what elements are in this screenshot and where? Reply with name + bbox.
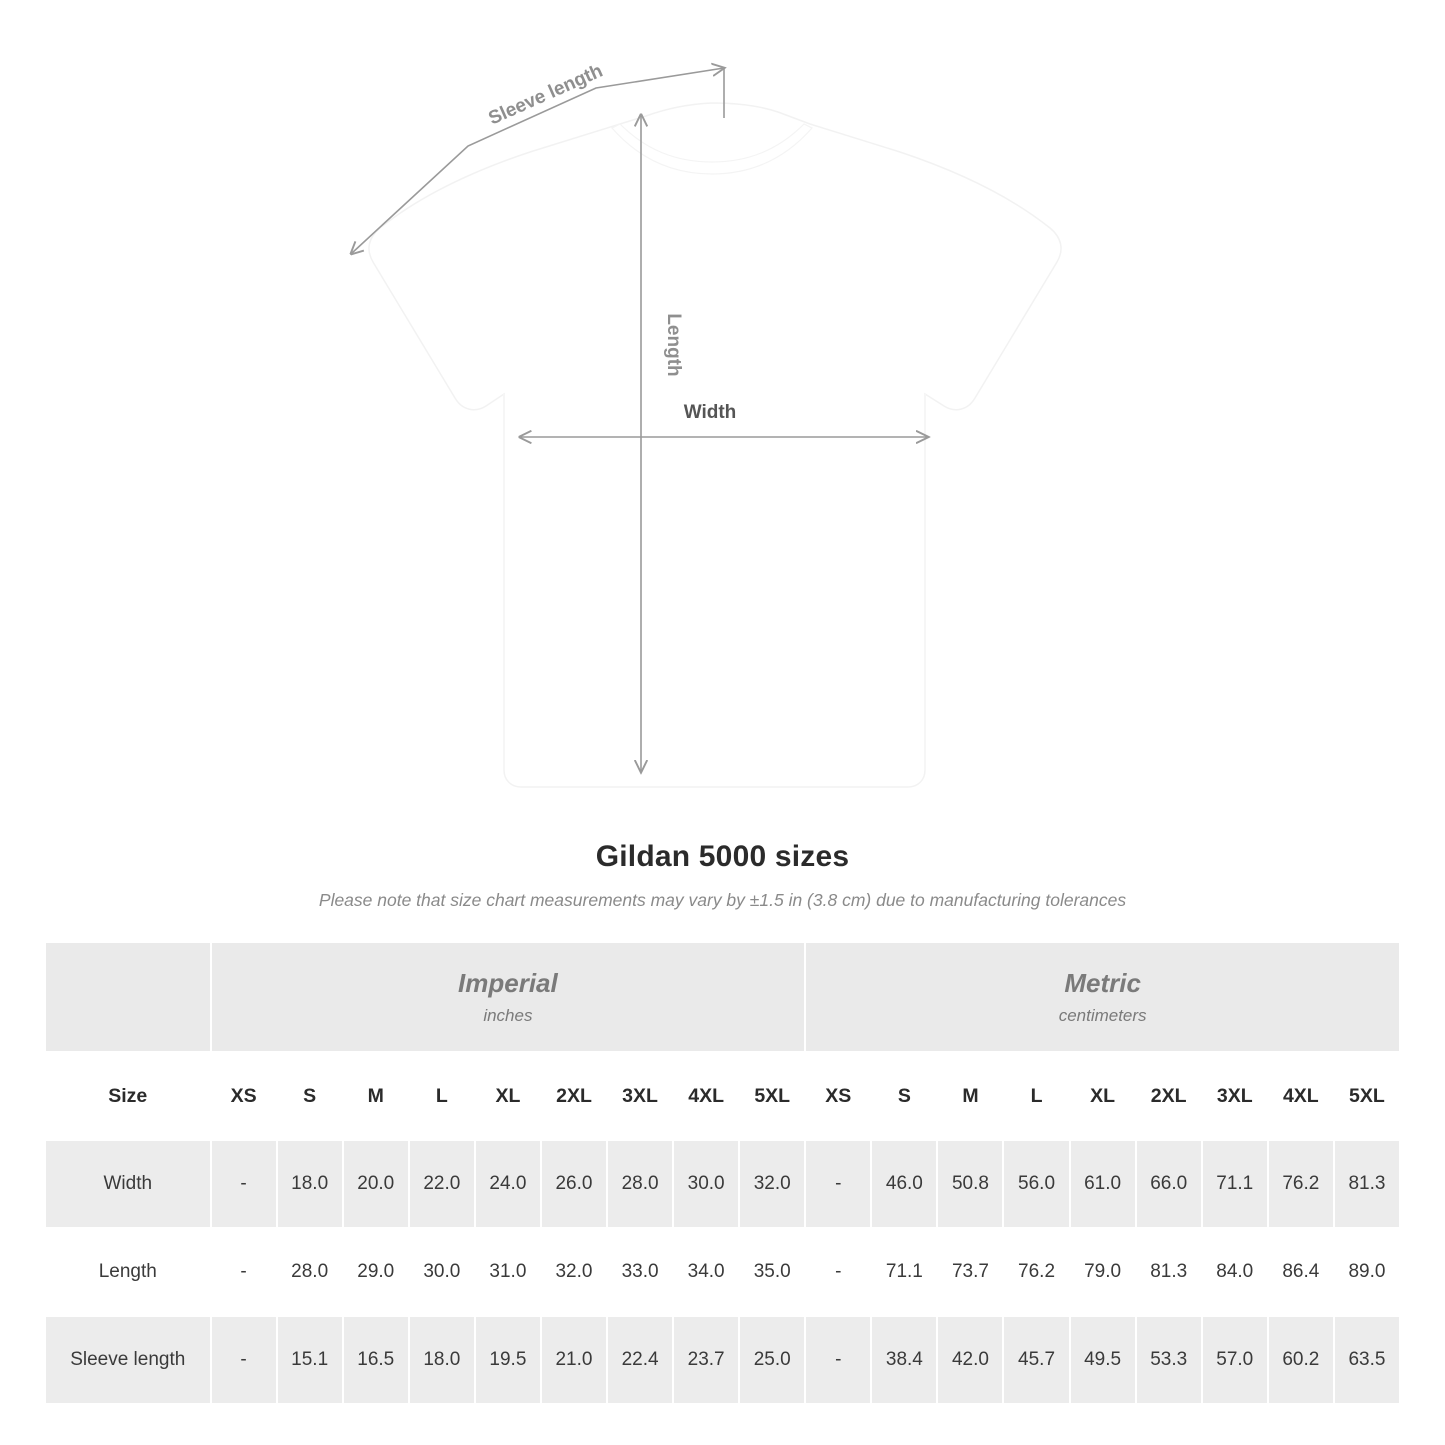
- imperial-system-label: Imperial: [458, 968, 558, 998]
- sleeve-length-label: Sleeve length: [485, 60, 606, 130]
- size-header-metric-2xl: 2XL: [1136, 1052, 1202, 1140]
- cell-length-metric-2xl: 81.3: [1136, 1228, 1202, 1316]
- metric-units-label: centimeters: [1058, 1006, 1147, 1025]
- cell-length-imperial-l: 30.0: [409, 1228, 475, 1316]
- cell-sleeve-length-metric-s: 38.4: [871, 1316, 937, 1404]
- length-label: Length: [663, 313, 684, 377]
- cell-sleeve-length-metric-3xl: 57.0: [1202, 1316, 1268, 1404]
- cell-sleeve-length-imperial-4xl: 23.7: [673, 1316, 739, 1404]
- tolerance-note: Please note that size chart measurements may vary by ±1.5 in (3.8 cm) due to manufacturing tolerances: [318, 890, 1127, 910]
- cell-width-metric-2xl: 66.0: [1136, 1140, 1202, 1228]
- cell-length-imperial-xl: 31.0: [475, 1228, 541, 1316]
- size-header-metric-5xl: 5XL: [1334, 1052, 1400, 1140]
- cell-width-metric-3xl: 71.1: [1202, 1140, 1268, 1228]
- cell-width-metric-5xl: 81.3: [1334, 1140, 1400, 1228]
- size-header-imperial-2xl: 2XL: [541, 1052, 607, 1140]
- cell-sleeve-length-imperial-xs: -: [211, 1316, 277, 1404]
- cell-length-metric-3xl: 84.0: [1202, 1228, 1268, 1316]
- size-header-metric-s: S: [871, 1052, 937, 1140]
- metric-header: [805, 942, 1400, 1052]
- cell-width-imperial-4xl: 30.0: [673, 1140, 739, 1228]
- size-header-imperial-4xl: 4XL: [673, 1052, 739, 1140]
- cell-width-metric-xs: -: [805, 1140, 871, 1228]
- cell-sleeve-length-imperial-l: 18.0: [409, 1316, 475, 1404]
- cell-length-metric-l: 76.2: [1003, 1228, 1069, 1316]
- cell-length-imperial-2xl: 32.0: [541, 1228, 607, 1316]
- cell-width-imperial-3xl: 28.0: [607, 1140, 673, 1228]
- cell-sleeve-length-imperial-5xl: 25.0: [739, 1316, 805, 1404]
- cell-sleeve-length-imperial-s: 15.1: [277, 1316, 343, 1404]
- cell-length-imperial-3xl: 33.0: [607, 1228, 673, 1316]
- size-header-imperial-s: S: [277, 1052, 343, 1140]
- cell-sleeve-length-imperial-3xl: 22.4: [607, 1316, 673, 1404]
- cell-width-metric-s: 46.0: [871, 1140, 937, 1228]
- metric-system-label: Metric: [1064, 968, 1141, 998]
- table-row: [45, 1228, 1400, 1316]
- cell-width-imperial-xs: -: [211, 1140, 277, 1228]
- size-header-metric-m: M: [937, 1052, 1003, 1140]
- size-header-row: [45, 1052, 1400, 1140]
- cell-sleeve-length-imperial-2xl: 21.0: [541, 1316, 607, 1404]
- cell-width-metric-m: 50.8: [937, 1140, 1003, 1228]
- row-label-width: Width: [45, 1140, 211, 1228]
- cell-length-metric-s: 71.1: [871, 1228, 937, 1316]
- cell-sleeve-length-metric-l: 45.7: [1003, 1316, 1069, 1404]
- cell-length-metric-5xl: 89.0: [1334, 1228, 1400, 1316]
- cell-sleeve-length-metric-m: 42.0: [937, 1316, 1003, 1404]
- size-header-imperial-xs: XS: [211, 1052, 277, 1140]
- imperial-units-label: inches: [483, 1006, 533, 1025]
- cell-sleeve-length-metric-5xl: 63.5: [1334, 1316, 1400, 1404]
- cell-width-metric-4xl: 76.2: [1268, 1140, 1334, 1228]
- cell-length-imperial-4xl: 34.0: [673, 1228, 739, 1316]
- size-header-imperial-l: L: [409, 1052, 475, 1140]
- cell-width-imperial-m: 20.0: [343, 1140, 409, 1228]
- cell-width-metric-l: 56.0: [1003, 1140, 1069, 1228]
- unit-system-row: [45, 942, 1400, 1052]
- cell-sleeve-length-metric-4xl: 60.2: [1268, 1316, 1334, 1404]
- size-header-imperial-3xl: 3XL: [607, 1052, 673, 1140]
- cell-width-imperial-xl: 24.0: [475, 1140, 541, 1228]
- size-header-metric-l: L: [1003, 1052, 1069, 1140]
- cell-length-imperial-s: 28.0: [277, 1228, 343, 1316]
- cell-length-metric-xs: -: [805, 1228, 871, 1316]
- cell-width-imperial-l: 22.0: [409, 1140, 475, 1228]
- size-header-imperial-5xl: 5XL: [739, 1052, 805, 1140]
- row-label-length: Length: [45, 1228, 211, 1316]
- title-block: [0, 840, 1445, 911]
- size-header-imperial-m: M: [343, 1052, 409, 1140]
- table-row: [45, 1140, 1400, 1228]
- size-header-metric-xl: XL: [1070, 1052, 1136, 1140]
- cell-width-imperial-2xl: 26.0: [541, 1140, 607, 1228]
- size-header-label: Size: [45, 1052, 211, 1140]
- cell-length-metric-4xl: 86.4: [1268, 1228, 1334, 1316]
- size-table-wrapper: [0, 941, 1445, 1405]
- size-header-metric-xs: XS: [805, 1052, 871, 1140]
- cell-sleeve-length-metric-2xl: 53.3: [1136, 1316, 1202, 1404]
- cell-length-metric-m: 73.7: [937, 1228, 1003, 1316]
- cell-sleeve-length-metric-xs: -: [805, 1316, 871, 1404]
- cell-length-metric-xl: 79.0: [1070, 1228, 1136, 1316]
- cell-length-imperial-m: 29.0: [343, 1228, 409, 1316]
- cell-width-imperial-s: 18.0: [277, 1140, 343, 1228]
- imperial-header: [211, 942, 806, 1052]
- row-label-sleeve-length: Sleeve length: [45, 1316, 211, 1404]
- width-label: Width: [683, 402, 737, 423]
- cell-sleeve-length-imperial-xl: 19.5: [475, 1316, 541, 1404]
- cell-length-imperial-xs: -: [211, 1228, 277, 1316]
- size-header-metric-4xl: 4XL: [1268, 1052, 1334, 1140]
- cell-sleeve-length-metric-xl: 49.5: [1070, 1316, 1136, 1404]
- size-table: [44, 941, 1401, 1405]
- table-row: [45, 1316, 1400, 1404]
- size-header-metric-3xl: 3XL: [1202, 1052, 1268, 1140]
- unit-row-spacer: [45, 942, 211, 1052]
- chart-title: Gildan 5000 sizes: [595, 840, 850, 873]
- cell-width-imperial-5xl: 32.0: [739, 1140, 805, 1228]
- tshirt-shape: [369, 103, 1061, 787]
- size-header-imperial-xl: XL: [475, 1052, 541, 1140]
- cell-sleeve-length-imperial-m: 16.5: [343, 1316, 409, 1404]
- cell-width-metric-xl: 61.0: [1070, 1140, 1136, 1228]
- cell-length-imperial-5xl: 35.0: [739, 1228, 805, 1316]
